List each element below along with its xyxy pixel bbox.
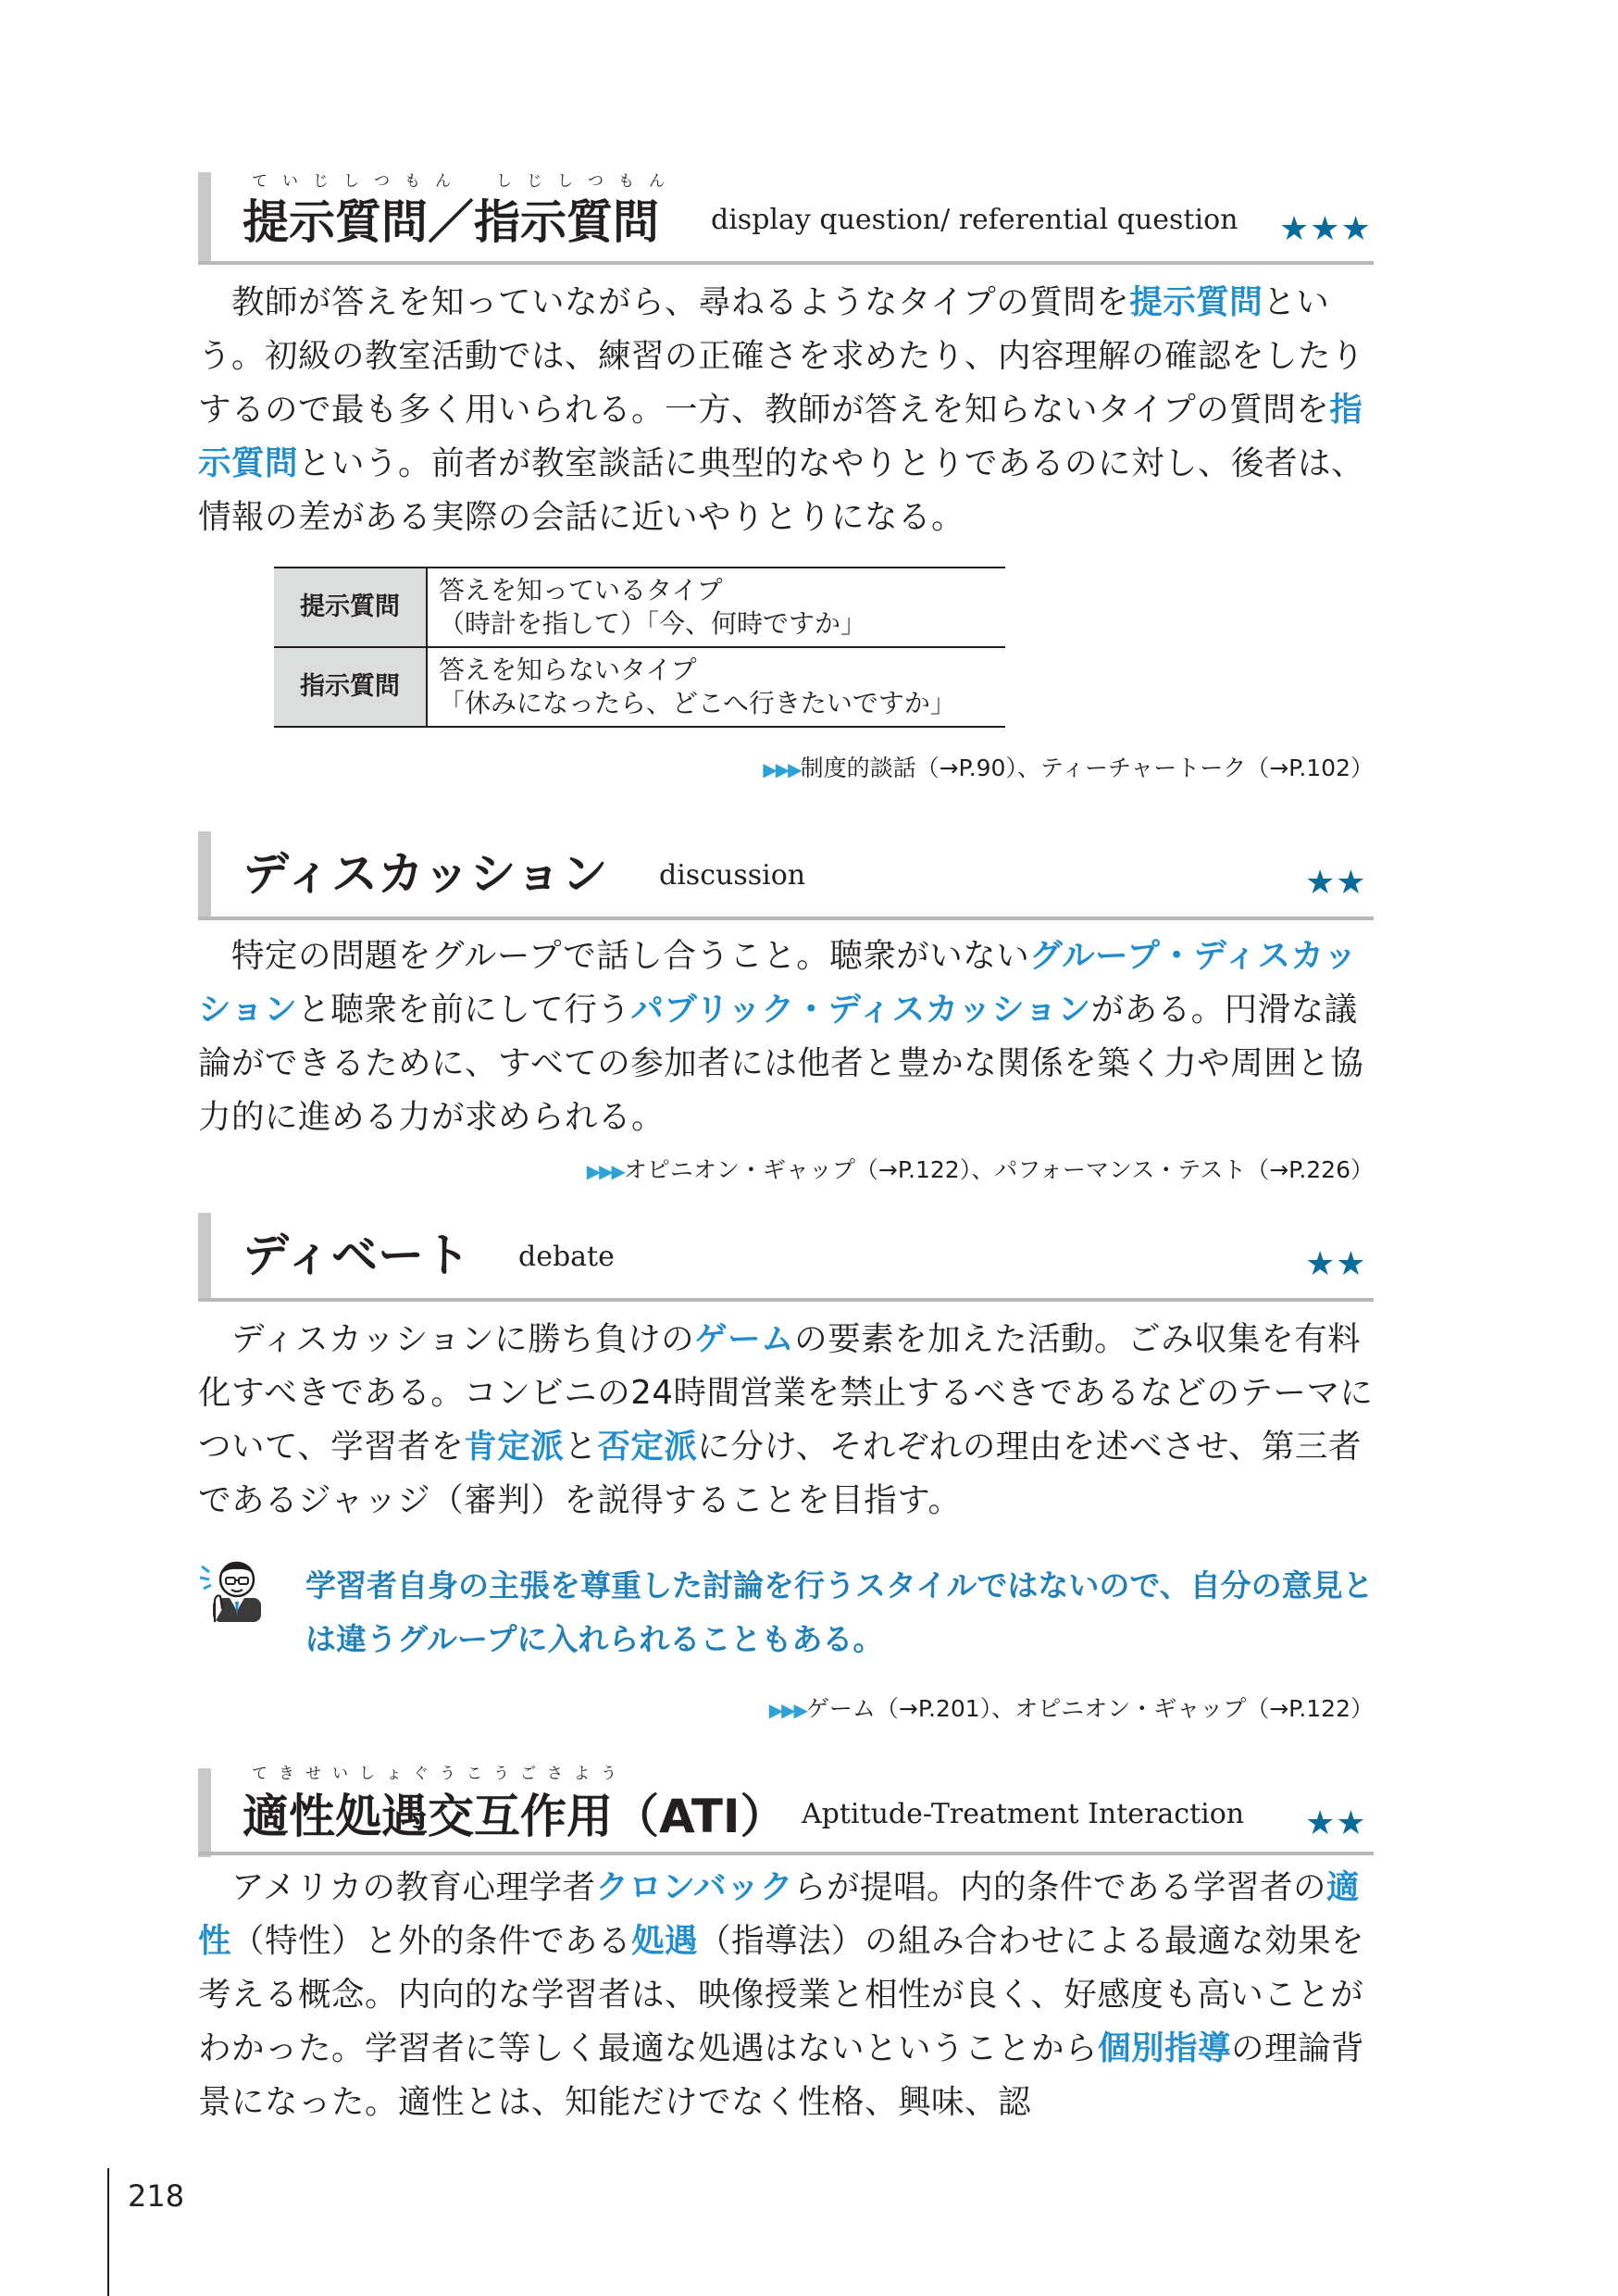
heading-title: 提示質問／指示質問 bbox=[243, 195, 659, 249]
triangle-arrow-icon: ▶▶▶ bbox=[768, 1699, 806, 1721]
teacher-icon bbox=[196, 1554, 267, 1624]
keyword: 指示質問 bbox=[198, 391, 1363, 482]
page-margin-rule bbox=[107, 2168, 109, 2296]
table-row bbox=[274, 568, 1005, 647]
body-text: の要素を加えた活動。ごみ収集を有料化すべきである。コンビニの24時間営業を禁止するべきであるなどのテーマについて、学習者を bbox=[198, 1320, 1374, 1466]
body-text: 特定の問題をグループで話し合うこと。聴衆がいない bbox=[231, 937, 1030, 975]
table-row bbox=[274, 647, 1005, 727]
section-body bbox=[198, 276, 1374, 544]
triangle-arrow-icon: ▶▶▶ bbox=[586, 1160, 624, 1182]
cross-reference bbox=[769, 1694, 1374, 1725]
body-text: と聴衆を前にして行う bbox=[297, 991, 631, 1029]
keyword: 個別指導 bbox=[1098, 2029, 1232, 2067]
body-text: という。初級の教室活動では、練習の正確さを求めたり、内容理解の確認をしたりするので最も多く用いられる。一方、教師が答えを知らないタイプの質問を bbox=[198, 283, 1365, 429]
heading-title: ディスカッション bbox=[243, 847, 608, 901]
body-text: に分け、それぞれの理由を述べさせ、第三者であるジャッジ（審判）を説得することを目指す。 bbox=[198, 1428, 1362, 1519]
heading-stripe bbox=[198, 1768, 211, 1857]
keyword: クロンバック bbox=[595, 1868, 794, 1906]
importance-stars: ★★ bbox=[1305, 864, 1367, 902]
body-text: ディスカッションに勝ち負けの bbox=[231, 1320, 695, 1358]
triangle-arrow-icon: ▶▶▶ bbox=[763, 758, 801, 780]
cross-reference-text: 制度的談話（→P.90）、ティーチャートーク（→P.102） bbox=[800, 755, 1374, 781]
table-row-head: 指示質問 bbox=[274, 647, 427, 727]
importance-stars: ★★ bbox=[1305, 1245, 1367, 1283]
importance-stars: ★★ bbox=[1305, 1804, 1367, 1842]
body-text: という。前者が教室談話に典型的なやりとりであるのに対し、後者は、情報の差がある実際の会話に近いやりとりになる。 bbox=[198, 444, 1365, 536]
keyword: 肯定派 bbox=[464, 1428, 565, 1466]
heading-rule bbox=[198, 261, 1374, 265]
keyword: パブリック・ディスカッション bbox=[630, 991, 1091, 1029]
keyword: 適性 bbox=[198, 1868, 1361, 1960]
cross-reference-text: オピニオン・ギャップ（→P.122）、パフォーマンス・テスト（→P.226） bbox=[623, 1156, 1374, 1183]
heading-english: Aptitude-Treatment Interaction bbox=[802, 1798, 1245, 1830]
table-line: 「休みになったら、どこへ行きたいですか」 bbox=[439, 688, 956, 718]
keyword: 処遇 bbox=[631, 1922, 699, 1960]
heading-title: ディベート bbox=[243, 1229, 470, 1282]
table-row-content bbox=[427, 568, 1005, 647]
keyword: 否定派 bbox=[597, 1428, 698, 1466]
cross-reference-text: ゲーム（→P.201）、オピニオン・ギャップ（→P.122） bbox=[805, 1695, 1374, 1722]
body-text: アメリカの教育心理学者 bbox=[231, 1868, 596, 1906]
body-text: 教師が答えを知っていながら、尋ねるようなタイプの質問を bbox=[231, 283, 1130, 321]
table-line: 答えを知らないタイプ bbox=[439, 655, 697, 685]
keyword: 提示質問 bbox=[1129, 283, 1263, 321]
question-type-table bbox=[274, 567, 1005, 728]
teacher-avatar bbox=[196, 1554, 267, 1624]
heading-english: discussion bbox=[659, 859, 806, 892]
heading-title: 適性処遇交互作用（ATI） bbox=[243, 1790, 787, 1843]
table-line: 答えを知っているタイプ bbox=[439, 575, 723, 605]
cross-reference bbox=[763, 754, 1374, 784]
body-text: （特性）と外的条件である bbox=[231, 1922, 632, 1960]
body-text: らが提唱。内的条件である学習者の bbox=[793, 1868, 1327, 1906]
heading-ruby: ていじしつもん しじしつもん bbox=[252, 172, 679, 191]
heading-stripe bbox=[198, 172, 211, 265]
cross-reference bbox=[587, 1155, 1374, 1186]
heading-rule bbox=[198, 917, 1374, 920]
heading-rule bbox=[198, 1298, 1374, 1302]
heading-english: display question/ referential question bbox=[711, 204, 1238, 236]
table-row-content bbox=[427, 647, 1005, 727]
body-text: の理論背景になった。適性とは、知能だけでなく性格、興味、認 bbox=[198, 2029, 1365, 2121]
keyword: ゲーム bbox=[694, 1320, 795, 1358]
heading-stripe bbox=[198, 1213, 211, 1302]
teacher-note: 学習者自身の主張を尊重した討論を行うスタイルではないので、自分の意見とは違うグループに入れられることもある。 bbox=[305, 1567, 1374, 1657]
body-text: と bbox=[564, 1428, 598, 1466]
section-body bbox=[198, 930, 1374, 1144]
section-body bbox=[198, 1861, 1374, 2129]
heading-english: debate bbox=[518, 1241, 615, 1273]
heading-ruby: てきせいしょぐうこうごさよう bbox=[252, 1765, 628, 1783]
heading-stripe bbox=[198, 831, 211, 920]
table-row-head: 提示質問 bbox=[274, 568, 427, 647]
keyword: グループ・ディスカッション bbox=[198, 937, 1358, 1029]
importance-stars: ★★★ bbox=[1279, 210, 1372, 248]
table-line: （時計を指して）「今、何時ですか」 bbox=[439, 608, 867, 639]
body-text: （指導法）の組み合わせによる最適な効果を考える概念。内向的な学習者は、映像授業と相性が良く、好感度も高いことがわかった。学習者に等しく最適な処遇はないということから bbox=[198, 1922, 1365, 2067]
page-number: 218 bbox=[128, 2178, 185, 2214]
body-text: がある。円滑な議論ができるために、すべての参加者には他者と豊かな関係を築く力や周囲と協力的に進める力が求められる。 bbox=[198, 991, 1364, 1136]
heading-rule bbox=[198, 1852, 1374, 1855]
section-body bbox=[198, 1313, 1374, 1528]
